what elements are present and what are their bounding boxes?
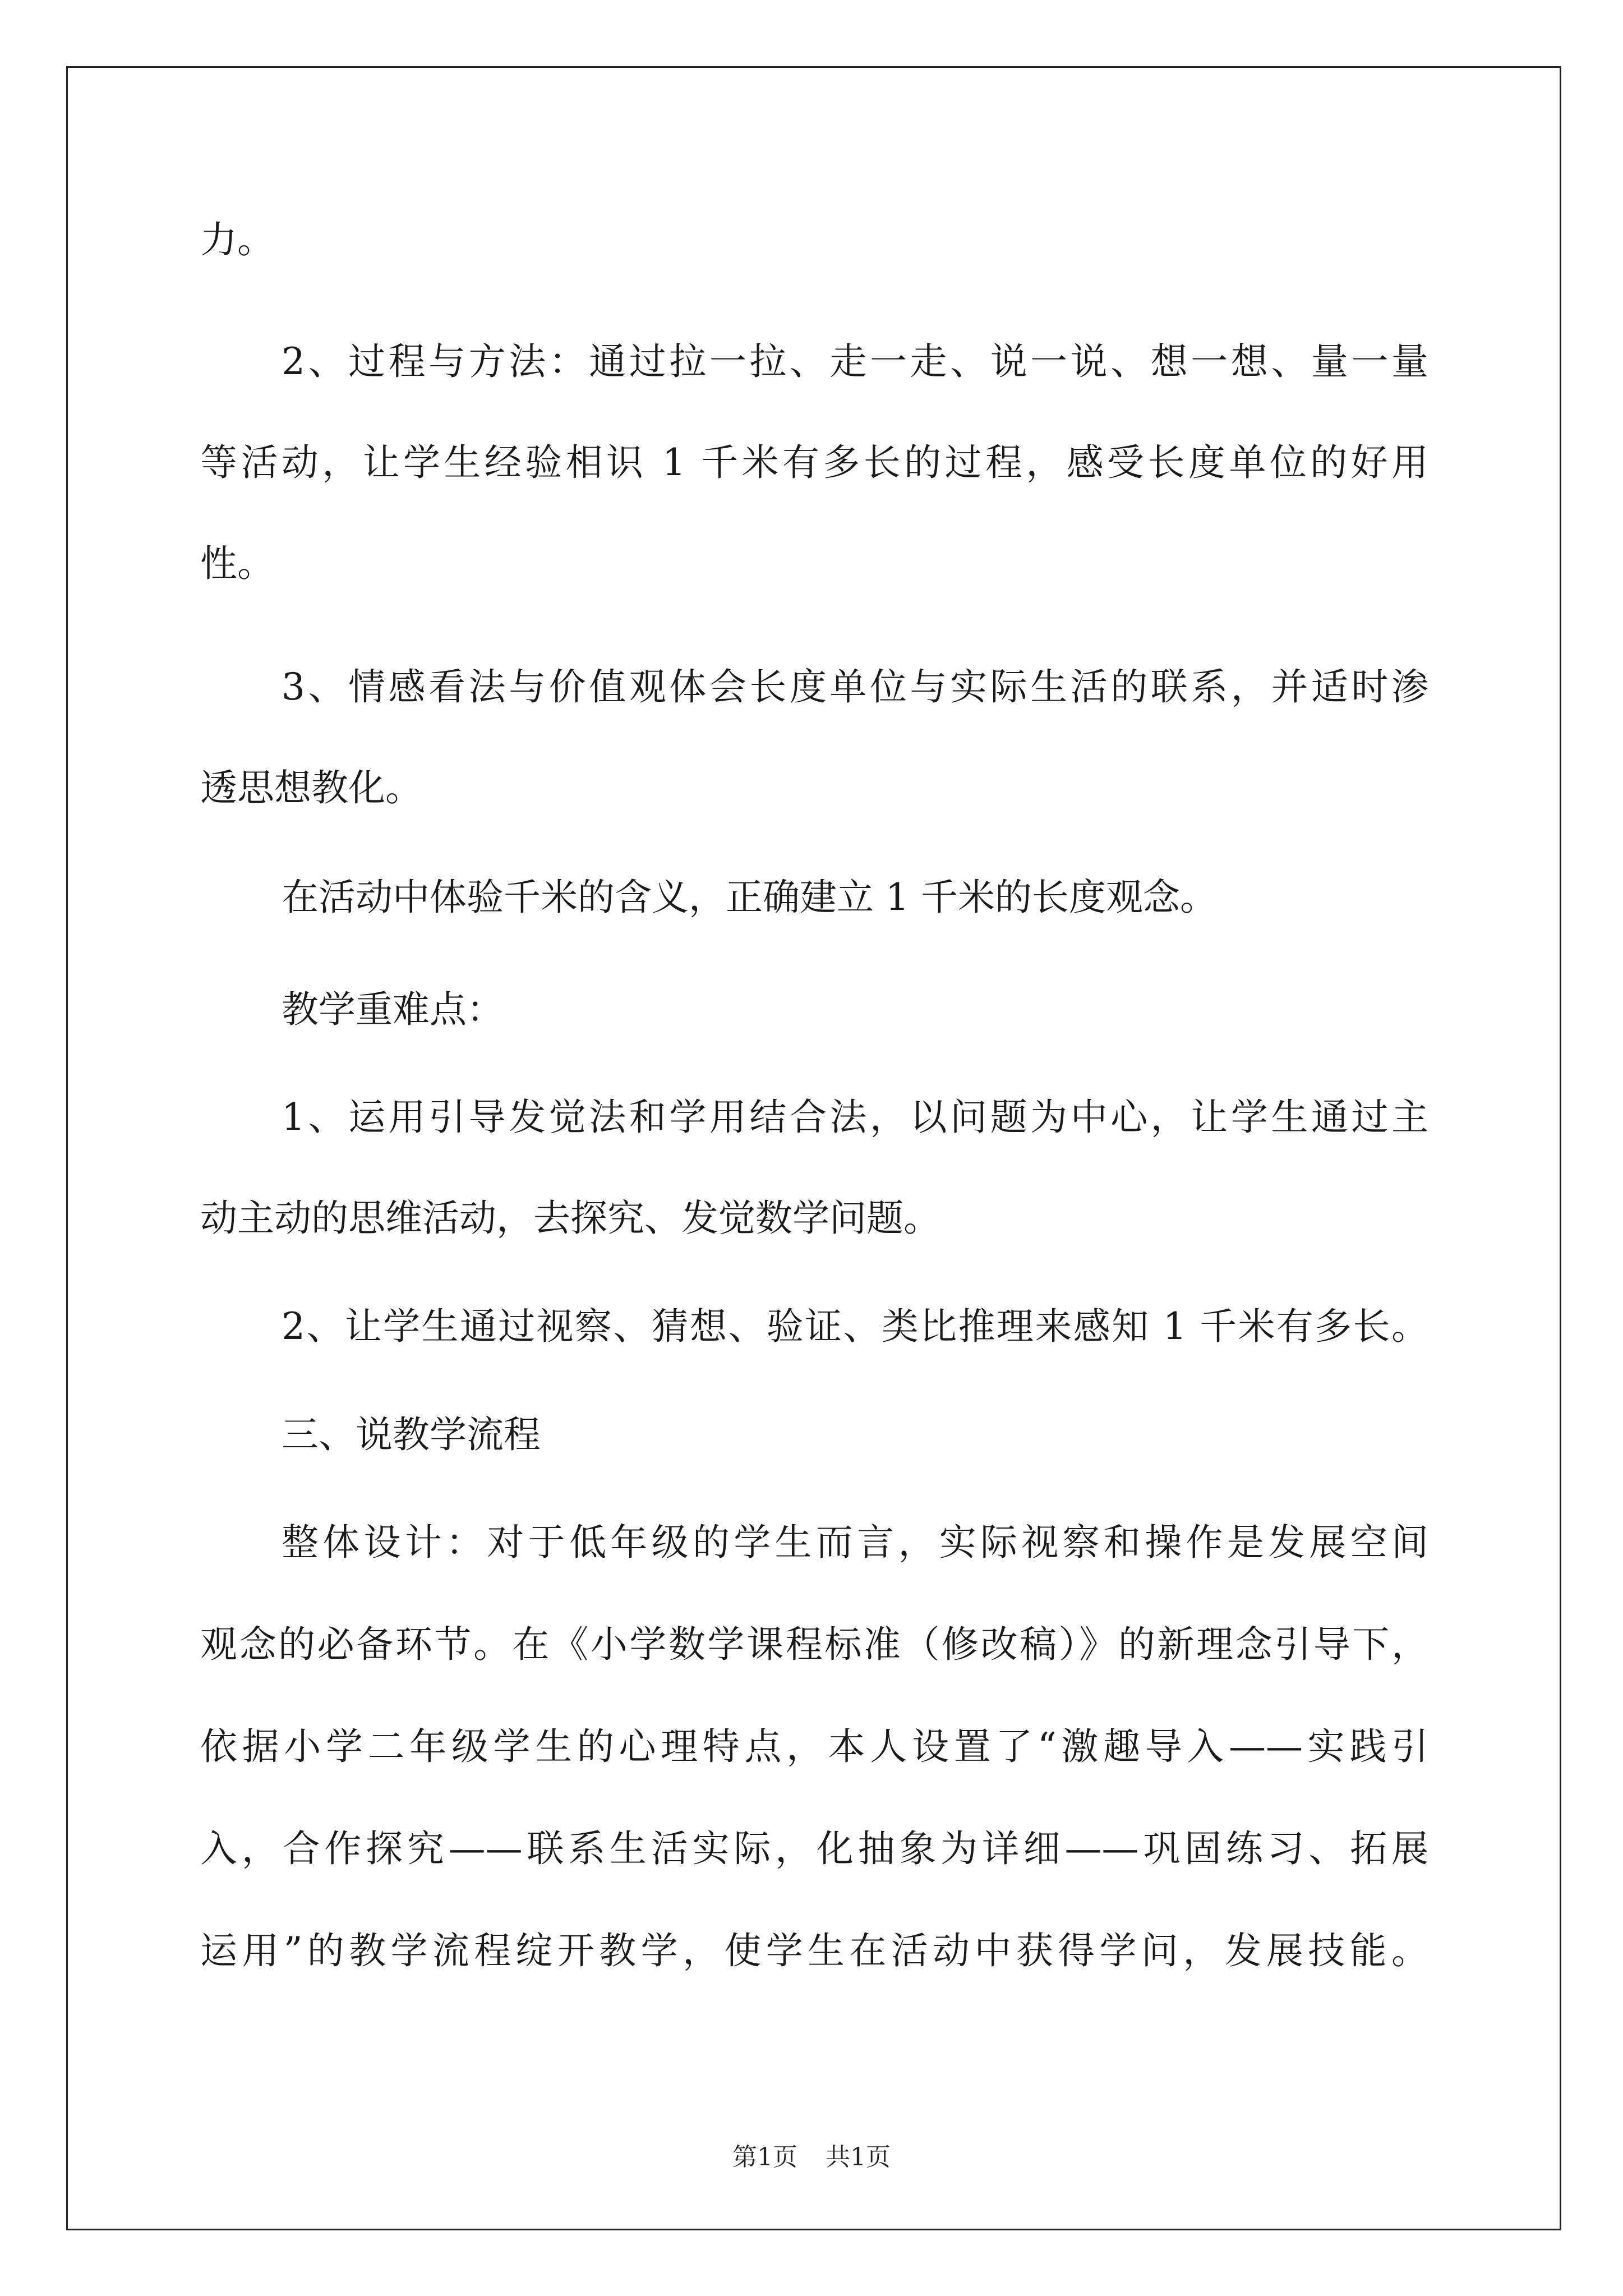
- text-line: 等活动，让学生经验相识 1 千米有多长的过程，感受长度单位的好用: [200, 441, 1428, 484]
- text-line: 依据小学二年级学生的心理特点，本人设置了“激趣导入——实践引: [200, 1725, 1428, 1768]
- page-footer: [0, 2142, 1623, 2173]
- text-line: 1、运用引导发觉法和学用结合法，以问题为中心，让学生通过主: [282, 1096, 1428, 1139]
- text-line: 入，合作探究——联系生活实际，化抽象为详细——巩固练习、拓展: [200, 1827, 1428, 1870]
- page-number-current: 第1页: [732, 2143, 797, 2171]
- text-line: 在活动中体验千米的含义，正确建立 1 千米的长度观念。: [282, 876, 1217, 919]
- text-line: 整体设计：对于低年级的学生而言，实际视察和操作是发展空间: [282, 1521, 1428, 1564]
- text-line: 观念的必备环节。在《小学数学课程标准（修改稿）》的新理念引导下，: [200, 1623, 1428, 1666]
- page-border: [66, 66, 1561, 2230]
- text-line: 力。: [200, 218, 274, 261]
- section-heading: 三、说教学流程: [282, 1413, 541, 1456]
- text-line: 2、过程与方法：通过拉一拉、走一走、说一说、想一想、量一量: [282, 340, 1428, 383]
- text-line: 透思想教化。: [200, 766, 422, 809]
- section-heading: 教学重难点：: [282, 988, 504, 1031]
- page-number-total: 共1页: [826, 2143, 891, 2171]
- text-line: 运用”的教学流程绽开教学，使学生在活动中获得学问，发展技能。: [200, 1929, 1428, 1972]
- text-line: 性。: [200, 542, 274, 585]
- text-line: 3、情感看法与价值观体会长度单位与实际生活的联系，并适时渗: [282, 665, 1428, 708]
- text-line: 2、让学生通过视察、猜想、验证、类比推理来感知 1 千米有多长。: [282, 1305, 1428, 1348]
- text-line: 动主动的思维活动，去探究、发觉数学问题。: [200, 1197, 940, 1240]
